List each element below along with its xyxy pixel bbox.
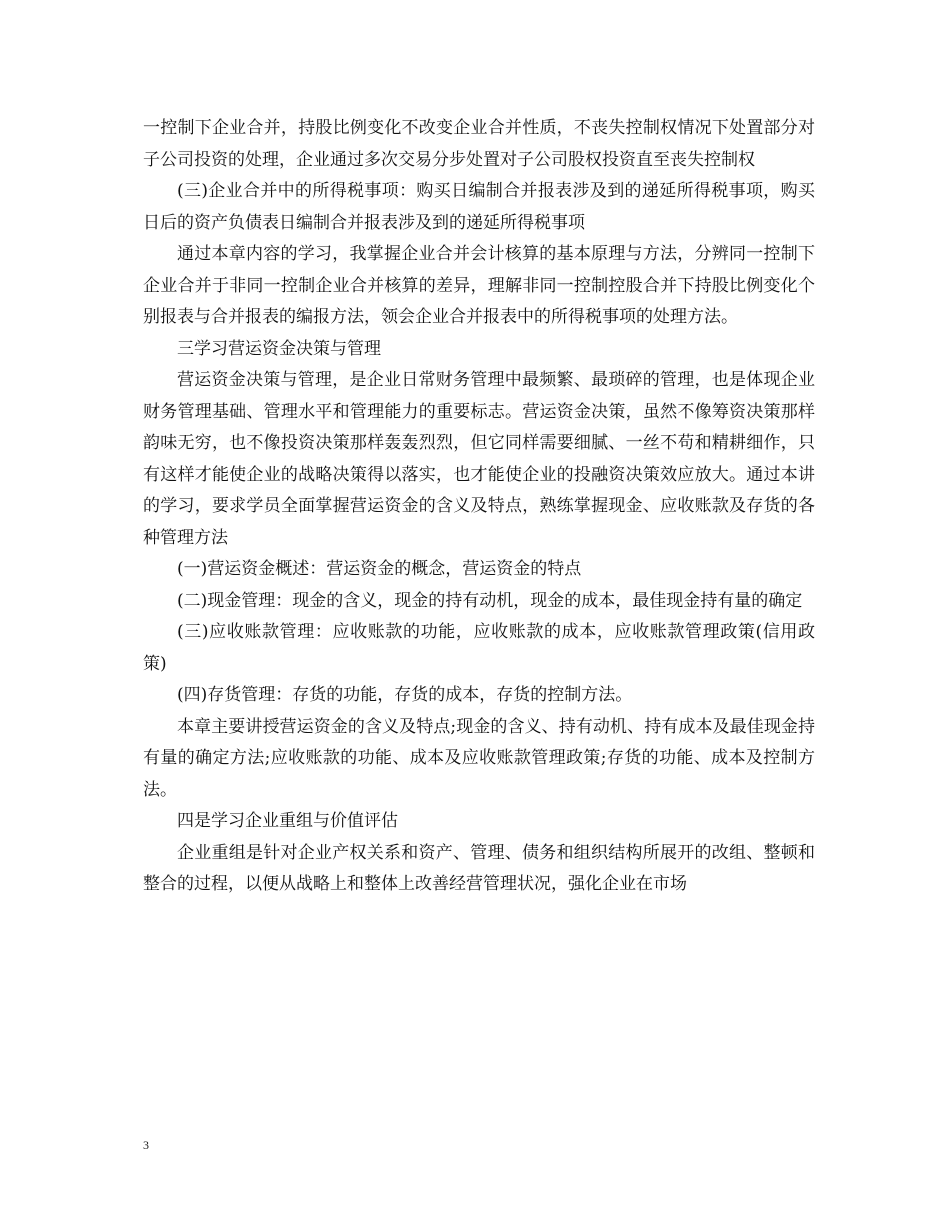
paragraph-income-tax-items: (三)企业合并中的所得税事项：购买日编制合并报表涉及到的递延所得税事项，购买日后的资产负债表日编制合并报表涉及到的递延所得税事项 (143, 181, 815, 233)
paragraph-cash-management: (二)现金管理：现金的含义，现金的持有动机，现金的成本，最佳现金持有量的确定 (177, 590, 803, 611)
section-heading-working-capital: 三学习营运资金决策与管理 (177, 338, 381, 359)
paragraph-receivables-management: (三)应收账款管理：应收账款的功能，应收账款的成本，应收账款管理政策(信用政策) (143, 622, 815, 674)
document-body (143, 113, 815, 901)
paragraph-inventory-management: (四)存货管理：存货的功能，存货的成本，存货的控制方法。 (177, 685, 633, 705)
paragraph-restructuring-intro: 企业重组是针对企业产权关系和资产、管理、债务和组织结构所展开的改组、整顿和整合的过程，以便从战略上和整体上改善经营管理状况，强化企业在市场 (143, 842, 815, 894)
paragraph-working-capital-intro: 营运资金决策与管理，是企业日常财务管理中最频繁、最琐碎的管理，也是体现企业财务管理基础、管理水平和管理能力的重要标志。营运资金决策，虽然不像筹资决策那样韵味无穷，也不像投资决策那样轰轰烈烈，但它同样需要细腻、一丝不苟和精耕细作，只有这样才能使企业的战略决策得以落实，也才能使企业的投融资决策效应放大。通过本讲的学习，要求学员全面掌握营运资金的含义及特点，熟练掌握现金、应收账款及存货的各种管理方法 (143, 370, 815, 548)
paragraph-continued: 一控制下企业合并，持股比例变化不改变企业合并性质，不丧失控制权情况下处置部分对子公司投资的处理，企业通过多次交易分步处置对子公司股权投资直至丧失控制权 (143, 118, 815, 170)
paragraph-chapter-content: 本章主要讲授营运资金的含义及特点;现金的含义、持有动机、持有成本及最佳现金持有量的确定方法;应收账款的功能、成本及应收账款管理政策;存货的功能、成本及控制方法。 (143, 716, 815, 800)
section-heading-restructuring: 四是学习企业重组与价值评估 (177, 811, 398, 831)
paragraph-working-capital-overview: (一)营运资金概述：营运资金的概念，营运资金的特点 (177, 559, 582, 579)
page-number: 3 (143, 1138, 149, 1152)
paragraph-chapter-summary: 通过本章内容的学习，我掌握企业合并会计核算的基本原理与方法，分辨同一控制下企业合并于非同一控制企业合并核算的差异，理解非同一控制控股合并下持股比例变化个别报表与合并报表的编报方法，领会企业合并报表中的所得税事项的处理方法。 (143, 244, 815, 327)
